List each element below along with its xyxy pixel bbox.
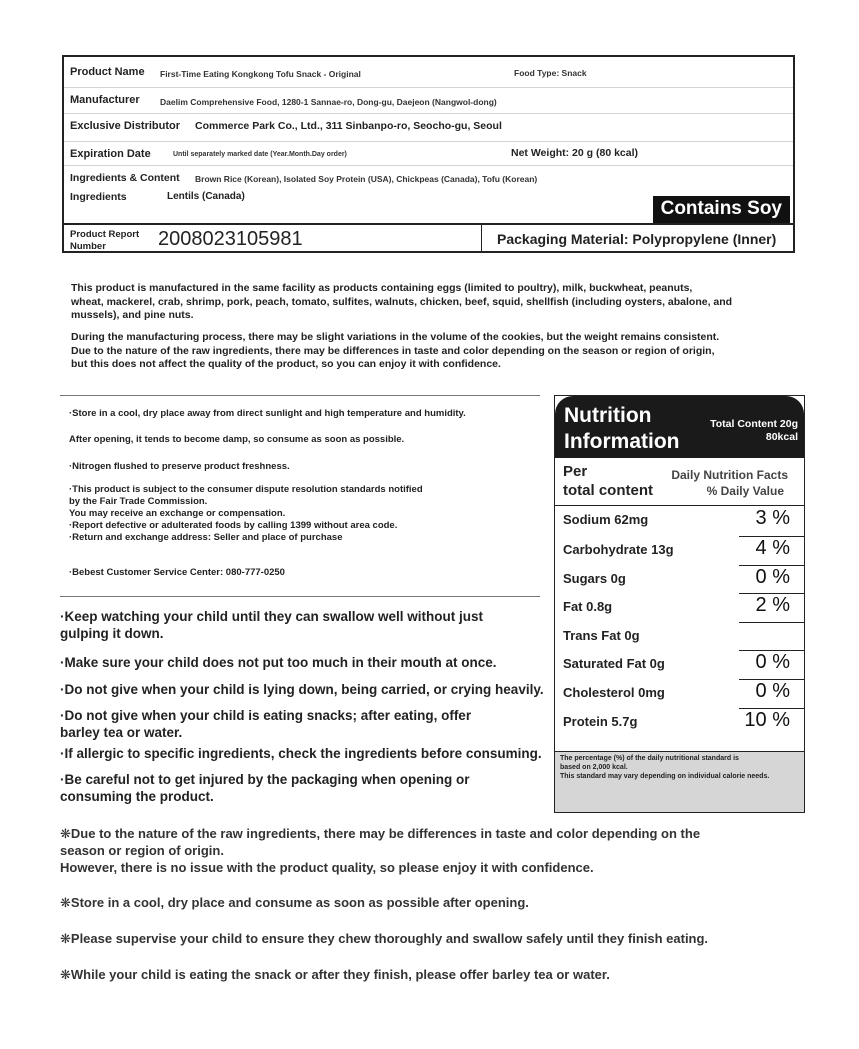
- row-divider: [739, 593, 804, 594]
- report-label-1: Product Report: [70, 229, 140, 240]
- nutrient-daily-value: 10 %: [744, 709, 790, 731]
- report-label-2: Number: [70, 241, 106, 252]
- ingredients-value: Lentils (Canada): [167, 191, 245, 202]
- nutrient-daily-value: 0 %: [755, 680, 790, 702]
- nutrient-daily-value: 0 %: [755, 651, 790, 673]
- divider-bottom: [60, 596, 540, 597]
- footer-note-2: ❋Store in a cool, dry place and consume as soon as possible after opening.: [60, 895, 529, 910]
- expiration-label: Expiration Date: [70, 148, 151, 160]
- nutrition-panel: [554, 395, 805, 813]
- ingredients-content-value: Brown Rice (Korean), Isolated Soy Protein (USA), Chickpeas (Canada), Tofu (Korean): [195, 174, 538, 184]
- nutrient-name: Fat 0.8g: [563, 599, 613, 614]
- child-warning-2: ·Make sure your child does not put too much in their mouth at once.: [60, 655, 497, 670]
- nutrient-name: Cholesterol 0mg: [563, 685, 665, 700]
- nutrient-daily-value: 4 %: [755, 537, 790, 559]
- footer-note-3: ❋Please supervise your child to ensure they chew thoroughly and swallow safely until they finish eating.: [60, 931, 709, 946]
- distributor-label: Exclusive Distributor: [70, 120, 181, 132]
- ingredients-content-label: Ingredients & Content: [70, 172, 180, 184]
- dispute-notice: ·This product is subject to the consumer dispute resolution standards notified by the Fair Trade Commission. You may receive an exchange or compensation. ·Report defective or adulterated foods by calling 1399 without area code. ·Return and exchange address: Seller and place of purchase: [69, 484, 423, 543]
- product-name-value: First-Time Eating Kongkong Tofu Snack - Original: [160, 69, 361, 79]
- report-row: [64, 223, 793, 251]
- row-divider: [739, 708, 804, 709]
- nutrition-row: [555, 593, 804, 621]
- nutrition-footnote: The percentage (%) of the daily nutritional standard is based on 2,000 kcal. This standard may vary depending on individual calorie needs.: [555, 751, 804, 812]
- nutrient-name: Trans Fat 0g: [563, 628, 640, 643]
- customer-service: ·Bebest Customer Service Center: 080-777-0250: [69, 567, 285, 578]
- nutrient-name: Sodium 62mg: [563, 512, 649, 527]
- nutrition-row: [555, 679, 804, 707]
- nutrition-header: [555, 396, 804, 458]
- nutrition-row: [555, 565, 804, 593]
- nutrient-name: Sugars 0g: [563, 571, 626, 586]
- nutrient-daily-value: 0 %: [755, 566, 790, 588]
- storage-line-3: ·Nitrogen flushed to preserve product freshness.: [69, 461, 290, 472]
- nutrition-row: [555, 622, 804, 650]
- nutrient-daily-value: 3 %: [755, 507, 790, 529]
- report-number: 2008023105981: [158, 228, 303, 250]
- product-info-table: [62, 55, 795, 253]
- footer-note-4: ❋While your child is eating the snack or after they finish, please offer barley tea or water.: [60, 967, 610, 982]
- food-type: Food Type: Snack: [514, 68, 587, 78]
- manufacturer-label: Manufacturer: [70, 94, 140, 106]
- nutrition-row: [555, 708, 804, 736]
- ingredients-label: Ingredients: [70, 191, 127, 203]
- nutrient-name: Carbohydrate 13g: [563, 542, 674, 557]
- nutrition-row: [555, 650, 804, 678]
- child-warning-1: ·Keep watching your child until they can swallow well without just gulping it down.: [60, 609, 484, 641]
- row-divider: [739, 622, 804, 623]
- child-warning-5: ·If allergic to specific ingredients, check the ingredients before consuming.: [60, 746, 542, 761]
- packaging-material: Packaging Material: Polypropylene (Inner): [497, 231, 777, 247]
- row-divider: [739, 565, 804, 566]
- child-warning-3: ·Do not give when your child is lying down, being carried, or crying heavily.: [60, 682, 544, 697]
- nutrient-name: Protein 5.7g: [563, 714, 638, 729]
- row-divider: [739, 650, 804, 651]
- contains-soy-badge: Contains Soy: [653, 196, 790, 223]
- nutrient-daily-value: 2 %: [755, 594, 790, 616]
- per-total-content: Per total content: [563, 463, 653, 499]
- storage-line-2: After opening, it tends to become damp, so consume as soon as possible.: [69, 434, 405, 445]
- distributor-value: Commerce Park Co., Ltd., 311 Sinbanpo-ro, Seocho-gu, Seoul: [195, 120, 502, 132]
- nutrient-name: Saturated Fat 0g: [563, 656, 665, 671]
- nutrition-title: Nutrition Information: [564, 404, 680, 453]
- manufacturer-value: Daelim Comprehensive Food, 1280-1 Sannae-ro, Dong-gu, Daejeon (Nangwol-dong): [160, 97, 497, 107]
- divider-top: [60, 395, 540, 396]
- child-warning-4: ·Do not give when your child is eating snacks; after eating, offer barley tea or water.: [60, 708, 472, 740]
- row-divider: [739, 536, 804, 537]
- net-weight: Net Weight: 20 g (80 kcal): [511, 147, 639, 159]
- allergen-notice: This product is manufactured in the same facility as products containing eggs (limited to poultry), milk, buckwheat, peanuts, wheat, mackerel, crab, shrimp, pork, peach, tomato, sulfites, walnuts, chicken, beef, squid, shellfish (including oysters, abalone, and mussels), and pine nuts.: [71, 282, 733, 321]
- nutrition-total-content: Total Content 20g 80kcal: [710, 418, 798, 443]
- footer-note-1: ❋Due to the nature of the raw ingredients, there may be differences in taste and color depending on the season or region of origin. However, there is no issue with the product quality, so please enjoy it with confidence.: [60, 826, 701, 875]
- expiration-value: Until separately marked date (Year.Month.Day order): [173, 151, 347, 158]
- nutrition-row: [555, 506, 804, 534]
- daily-value-header: Daily Nutrition Facts % Daily Value: [671, 468, 788, 498]
- variation-notice: During the manufacturing process, there may be slight variations in the volume of the cookies, but the weight remains consistent. Due to the nature of the raw ingredients, there may be differences in taste and color depending on the season or region of origin, but this does not affect the quality of the product, so you can enjoy it with confidence.: [71, 331, 720, 370]
- nutrition-row: [555, 536, 804, 564]
- child-warning-6: ·Be careful not to get injured by the packaging when opening or consuming the product.: [60, 772, 470, 804]
- storage-line-1: ·Store in a cool, dry place away from direct sunlight and high temperature and humidity.: [69, 408, 466, 419]
- product-name-label: Product Name: [70, 66, 145, 78]
- row-divider: [739, 679, 804, 680]
